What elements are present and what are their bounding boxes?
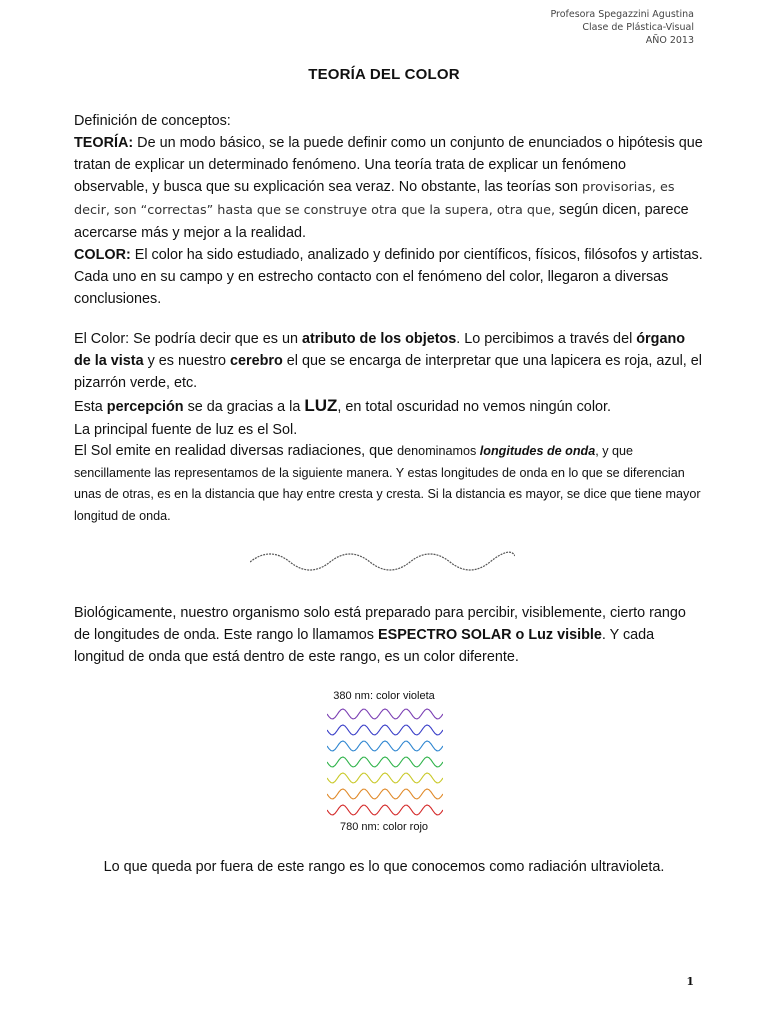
teoria-paragraph <box>74 132 704 244</box>
teoria-label: TEORÍA: <box>74 135 134 151</box>
visible-spectrum-paragraph <box>74 602 704 668</box>
p2-text-2: . Lo percibimos a través del <box>456 331 637 347</box>
spectrum-wave-2 <box>327 725 443 735</box>
color-label: COLOR: <box>74 247 131 263</box>
p2-bold-1: atributo de los objetos <box>301 331 457 347</box>
p2-text-3: y es nuestro <box>143 353 230 369</box>
p2-text-1: El Color: Se podría decir que es un <box>74 331 302 347</box>
p5-text-3: , y que sencillamente las representamos de la siguiente manera. Y estas longitudes de onda en lo que se diferencian unas de otras, es en la distancia que hay entre cresta y cresta. Si la distancia es mayor, se dice que tiene mayor longitud de onda. <box>74 444 701 523</box>
definitions-section <box>74 110 704 310</box>
document-title: TEORÍA DEL COLOR <box>308 66 460 83</box>
luz-word: LUZ <box>304 396 338 415</box>
spectrum-wave-1 <box>327 709 443 719</box>
p3-text-1: Esta <box>74 399 107 415</box>
spectrum-wave-7 <box>327 805 443 815</box>
spectrum-wave-3 <box>327 741 443 751</box>
p5-text-1: El Sol emite en realidad diversas radiaciones, que <box>74 443 398 459</box>
p2-bold-3: cerebro <box>229 353 283 369</box>
light-paragraph <box>74 394 704 419</box>
header-teacher: Profesora Spegazzini Agustina <box>550 9 694 20</box>
teoria-text-3: según dicen, parece acercarse más y mejor a la realidad. <box>74 202 689 241</box>
p2-text-4: el que se encarga de interpretar que una lapicera es roja, azul, el pizarrón verde, etc. <box>74 353 702 391</box>
p6-text-2: . Y cada longitud de onda que está dentro de este rango, es un color diferente. <box>74 627 655 665</box>
p5-bold-italic: longitudes de onda <box>479 444 596 458</box>
p2-bold-2: órgano de la vista <box>74 331 686 369</box>
color-attribute-paragraph <box>74 328 704 394</box>
p6-bold-1: ESPECTRO SOLAR o Luz visible <box>378 627 602 643</box>
wave-illustration <box>250 548 515 576</box>
spectrum-top-label: 380 nm: color violeta <box>333 690 435 702</box>
teoria-text-2: provisorias, es decir, son “correctas” hasta que se construye otra que la supera, otra que, <box>74 180 675 218</box>
spectrum-wave-4 <box>327 757 443 767</box>
page-header <box>550 8 694 47</box>
p6-text-1: Biológicamente, nuestro organismo solo está preparado para percibir, visiblemente, cierto rango de longitudes de onda. Este rango lo llamamos <box>74 605 686 643</box>
p3-text-3: , en total oscuridad no vemos ningún color. <box>337 399 612 415</box>
ultraviolet-line: Lo que queda por fuera de este rango es lo que conocemos como radiación ultravioleta. <box>103 859 665 875</box>
spectrum-wave-5 <box>327 773 443 783</box>
color-paragraph <box>74 244 704 310</box>
p3-bold-1: percepción <box>106 399 184 415</box>
spectrum-wave-6 <box>327 789 443 799</box>
spectrum-section <box>74 602 704 668</box>
intro-line: Definición de conceptos: <box>74 113 231 129</box>
wave-line <box>250 552 515 570</box>
page-number: 1 <box>686 975 694 988</box>
p3-text-2: se da gracias a la <box>183 399 305 415</box>
spectrum-waves <box>327 706 443 818</box>
p5-text-2: denominamos <box>397 444 480 458</box>
teoria-text-1: De un modo básico, se la puede definir como un conjunto de enunciados o hipótesis que tratan de explicar un determinado fenómeno. Una teoría trata de explicar un fenómeno observable, y busca que su explicación sea veraz. No obstante, las teorías son <box>74 135 703 195</box>
color-text: El color ha sido estudiado, analizado y definido por científicos, físicos, filósofos y artistas. Cada uno en su campo y en estrecho contacto con el fenómeno del color, llegaron a diversas conclusiones. <box>74 247 703 307</box>
header-class: Clase de Plástica-Visual <box>582 22 694 33</box>
spectrum-bottom-label: 780 nm: color rojo <box>339 821 429 833</box>
wavelength-paragraph <box>74 441 704 527</box>
sun-source-line: La principal fuente de luz es el Sol. <box>74 422 298 438</box>
perception-section <box>74 328 704 527</box>
header-year: AÑO 2013 <box>645 35 694 46</box>
